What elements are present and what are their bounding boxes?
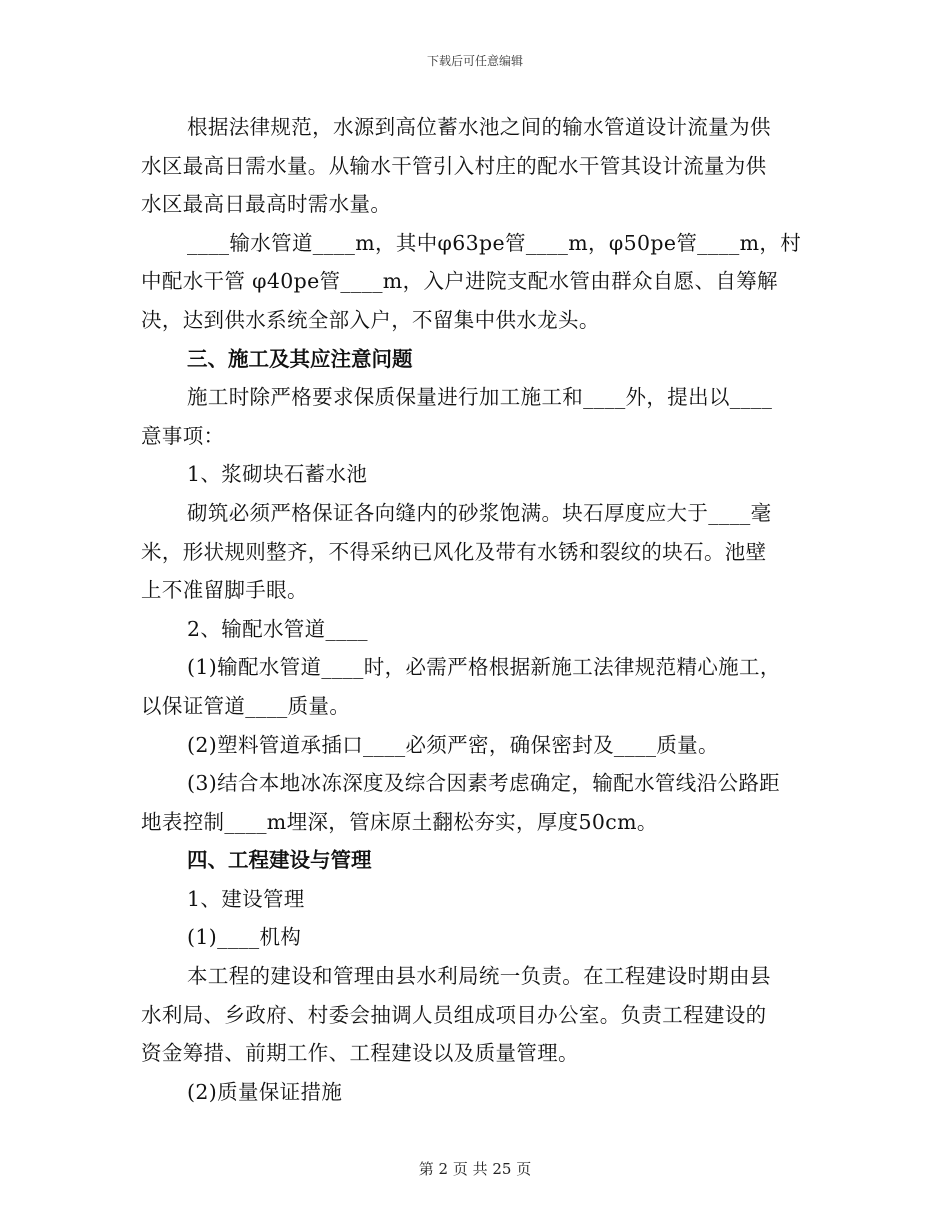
body-line: (2)质量保证措施 — [187, 1079, 343, 1104]
document-body — [141, 108, 809, 1111]
body-line: 根据法律规范，水源到高位蓄水池之间的输水管道设计流量为供 — [187, 115, 771, 139]
body-line: 中配水干管 φ40pe管____m，入户进院支配水管由群众自愿、自筹解 — [141, 269, 778, 294]
subsection-heading: 1、浆砌块石蓄水池 — [187, 462, 368, 487]
page-footer: 第 2 页 共 25 页 — [418, 1160, 532, 1178]
body-line: (1)____机构 — [187, 925, 302, 950]
body-line: (3)结合本地冰冻深度及综合因素考虑确定，输配水管线沿公路距 — [187, 771, 781, 796]
section-heading: 四、工程建设与管理 — [187, 848, 372, 873]
body-line: 施工时除严格要求保质保量进行加工施工和____外，提出以____ — [187, 385, 773, 410]
subsection-heading: 1、建设管理 — [187, 886, 305, 911]
body-line: 决，达到供水系统全部入户，不留集中供水龙头。 — [141, 307, 600, 332]
body-line: 水利局、乡政府、村委会抽调人员组成项目办公室。负责工程建设的 — [141, 1002, 767, 1027]
body-line: 水区最高日需水量。从输水干管引入村庄的配水干管其设计流量为供 — [141, 153, 767, 178]
body-line: ____输水管道____m，其中φ63pe管____m，φ50pe管____m，村 — [187, 230, 802, 255]
body-line: 上不准留脚手眼。 — [141, 578, 308, 603]
body-line: 资金筹措、前期工作、工程建设以及质量管理。 — [141, 1041, 579, 1066]
body-line: 砌筑必须严格保证各向缝内的砂浆饱满。块石厚度应大于____毫 — [187, 500, 772, 525]
body-line: 地表控制____m埋深，管床原土翻松夯实，厚度50cm。 — [141, 809, 658, 834]
section-heading: 三、施工及其应注意问题 — [187, 346, 413, 371]
page-header: 下载后可任意编辑 — [426, 54, 523, 68]
subsection-heading: 2、输配水管道____ — [187, 616, 368, 641]
body-line: 本工程的建设和管理由县水利局统一负责。在工程建设时期由县 — [187, 964, 771, 989]
body-line: (1)输配水管道____时，必需严格根据新施工法律规范精心施工， — [187, 655, 781, 680]
body-line: (2)塑料管道承插口____必须严密，确保密封及____质量。 — [187, 732, 719, 757]
body-line: 以保证管道____质量。 — [141, 693, 351, 718]
body-line: 水区最高日最高时需水量。 — [141, 192, 392, 217]
body-line: 米，形状规则整齐，不得采纳已风化及带有水锈和裂纹的块石。池壁 — [141, 539, 767, 564]
body-line: 意事项： — [141, 423, 225, 448]
